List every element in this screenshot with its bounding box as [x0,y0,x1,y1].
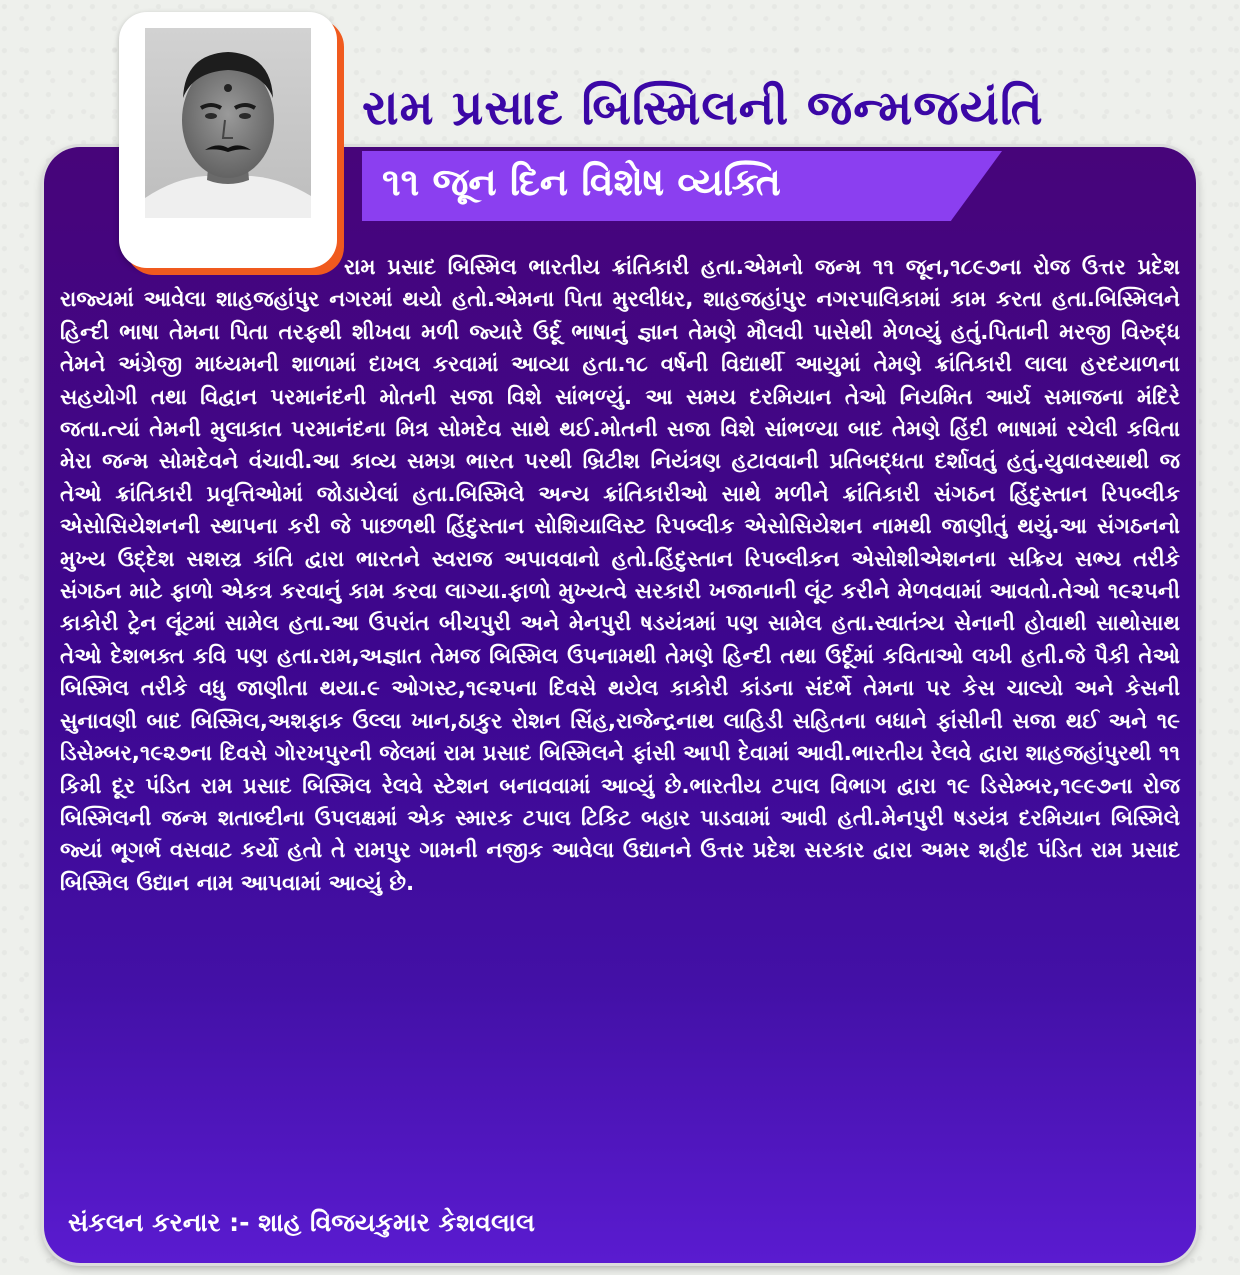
subtitle: ૧૧ જૂન દિન વિશેષ વ્યક્તિ [382,160,781,204]
article-body: રામ પ્રસાદ બિસ્મિલ ભારતીય ક્રાંતિકારી હતા.એમનો જન્મ ૧૧ જૂન,૧૮૯૭ના રોજ ઉત્તર પ્રદેશ રાજ્યમાં આવેલા શાહજહાંપુર નગરમાં થયો હતો.એમના પિતા મુરલીધર, શાહજહાંપુર નગરપાલિકામાં કામ કરતા હતા.બિસ્મિલને હિન્દી ભાષા તેમના પિતા તરફથી શીખવા મળી જ્યારે ઉર્દૂ ભાષાનું જ્ઞાન તેમણે મૌલવી પાસેથી મેળવ્યું હતું.પિતાની મરજી વિરુદ્ધ તેમને અંગ્રેજી માધ્યમની શાળામાં દાખલ કરવામાં આવ્યા હતા.૧૮ વર્ષની વિદ્યાર્થી આયુમાં તેમણે ક્રાંતિકારી લાલા હરદયાળના સહયોગી તથા વિદ્વાન પરમાનંદની મોતની સજા વિશે સાંભળ્યું. આ સમય દરમિયાન તેઓ નિયમિત આર્ય સમાજના મંદિરે જતા.ત્યાં તેમની મુલાકાત પરમાનંદના મિત્ર સોમદેવ સાથે થઈ.મોતની સજા વિશે સાંભળ્યા બાદ તેમણે હિંદી ભાષામાં રચેલી કવિતા મેરા જન્મ સોમદેવને વંચાવી.આ કાવ્ય સમગ્ર ભારત પરથી બ્રિટીશ નિયંત્રણ હટાવવાની પ્રતિબદ્ધતા દર્શાવતું હતું.યુવાવસ્થાથી જ તેઓ ક્રાંતિકારી પ્રવૃત્તિઓમાં જોડાયેલાં હતા.બિસ્મિલે અન્ય ક્રાંતિકારીઓ સાથે મળીને ક્રાંતિકારી સંગઠન હિંદુસ્તાન રિપબ્લીક એસોસિયેશનની સ્થાપના કરી જે પાછળથી હિંદુસ્તાન સોશિયાલિસ્ટ રિપબ્લીક એસોસિયેશન નામથી જાણીતું થયું.આ સંગઠનનો મુખ્ય ઉદ્દેશ સશસ્ત્ર કાંતિ દ્વારા ભારતને સ્વરાજ અપાવવાનો હતો.હિંદુસ્તાન રિપબ્લીકન એસોશીએશનના સક્રિય સભ્ય તરીકે સંગઠન માટે ફાળો એકત્ર કરવાનું કામ કરવા લાગ્યા.ફાળો મુખ્યત્વે સરકારી ખજાનાની લૂંટ કરીને મેળવવામાં આવતો.તેઓ ૧૯૨૫ની કાકોરી ટ્રેન લૂંટમાં સામેલ હતા.આ ઉપરાંત બીચપુરી અને મેનપુરી ષડયંત્રમાં પણ સામેલ હતા.સ્વાતંત્ર્ય સેનાની હોવાથી સાથોસાથ તેઓ દેશભક્ત કવિ પણ હતા.રામ,અજ્ઞાત તેમજ બિસ્મિલ ઉપનામથી તેમણે હિન્દી તથા ઉર્દૂમાં કવિતાઓ લખી હતી.જે પૈકી તેઓ બિસ્મિલ તરીકે વધુ જાણીતા થયા.૯ ઓગસ્ટ,૧૯૨૫ના દિવસે થયેલ કાકોરી કાંડના સંદર્ભે તેમના પર કેસ ચાલ્યો અને કેસની સુનાવણી બાદ બિસ્મિલ,અશફાક ઉલ્લા ખાન,ઠાકુર રોશન સિંહ,રાજેન્દ્રનાથ લાહિડી સહિતના બધાને ફાંસીની સજા થઈ અને ૧૯ ડિસેમ્બર,૧૯૨૭ના દિવસે ગોરખપુરની જેલમાં રામ પ્રસાદ બિસ્મિલને ફાંસી આપી દેવામાં આવી.ભારતીય રેલવે દ્વારા શાહજહાંપુરથી ૧૧ કિમી દૂર પંડિત રામ પ્રસાદ બિસ્મિલ રેલવે સ્ટેશન બનાવવામાં આવ્યું છે.ભારતીય ટપાલ વિભાગ દ્વારા ૧૯ ડિસેમ્બર,૧૯૯૭ના રોજ બિસ્મિલની જન્મ શતાબ્દીના ઉપલક્ષમાં એક સ્મારક ટપાલ ટિકિટ બહાર પાડવામાં આવી હતી.મેનપુરી ષડયંત્ર દરમિયાન બિસ્મિલે જ્યાં ભૂગર્ભ વસવાટ કર્યો હતો તે રામપુર ગામની નજીક આવેલા ઉદ્યાનને ઉત્તર પ્રદેશ સરકાર દ્વારા અમર શહીદ પંડિત રામ પ્રસાદ બિસ્મિલ ઉદ્યાન નામ આપવામાં આવ્યું છે. [60,255,1180,896]
portrait-frame [119,12,337,268]
compiler-credit: સંકલન કરનાર :- શાહ વિજયકુમાર કેશવલાલ [68,1208,535,1237]
portrait-photo [145,28,311,218]
page-title: રામ પ્રસાદ બિસ્મિલની જન્મજયંતિ [362,80,1044,136]
